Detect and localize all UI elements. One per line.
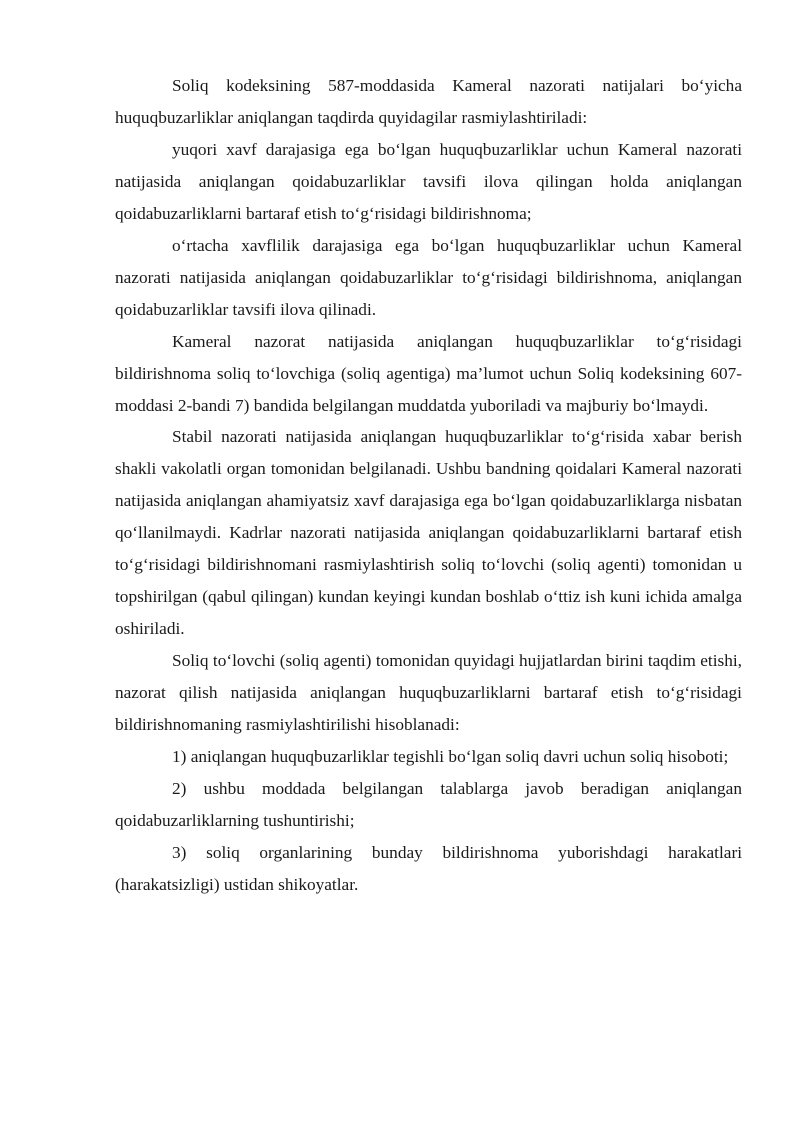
list-item-1: 1) aniqlangan huquqbuzarliklar tegishli bo‘lgan soliq davri uchun soliq hisoboti; xyxy=(172,747,729,767)
paragraph-medium-risk: o‘rtacha xavflilik darajasiga ega bo‘lgan huquqbuzarliklar uchun Kameral nazorati natijasida aniqlangan qoidabuzarliklar to‘g‘risidagi bildirishnoma, aniqlangan qoidabuzarliklar tavsifi ilova qilinadi. xyxy=(115,235,742,319)
paragraph-intro: Soliq kodeksining 587-moddasida Kameral nazorati natijalari bo‘yicha huquqbuzarliklar aniqlangan taqdirda quyidagilar rasmiylashtiriladi: xyxy=(115,76,742,127)
paragraph-notification: Kameral nazorat natijasida aniqlangan huquqbuzarliklar to‘g‘risidagi bildirishnoma soliq to‘lovchiga (soliq agentiga) ma’lumot uchun Soliq kodeksining 607-moddasi 2-bandi 7) bandida belgilangan muddatda yuboriladi va majburiy bo‘lmaydi. xyxy=(115,331,742,415)
paragraph-stable-control: Stabil nazorati natijasida aniqlangan huquqbuzarliklar to‘g‘risida xabar berish shakli vakolatli organ tomonidan belgilanadi. Ushbu bandning qoidalari Kameral nazorati natijasida aniqlangan ahamiyatsiz xavf darajasiga ega bo‘lgan qoidabuzarliklarga nisbatan qo‘llanilmaydi. Kadrlar nazorati natijasida aniqlangan qoidabuzarliklarni bartaraf etish to‘g‘risidagi bildirishnomani rasmiylashtirish soliq to‘lovchi (soliq agenti) tomonidan u topshirilgan (qabul qilingan) kundan keyingi kundan boshlab o‘ttiz ish kuni ichida amalga oshiriladi. xyxy=(115,427,742,639)
document-page xyxy=(115,70,742,901)
paragraph-documents: Soliq to‘lovchi (soliq agenti) tomonidan quyidagi hujjatlardan birini taqdim etishi, nazorat qilish natijasida aniqlangan huquqbuzarliklarni bartaraf etish to‘g‘risidagi bildirishnomaning rasmiylashtirilishi hisoblanadi: xyxy=(115,651,742,735)
list-item-3: 3) soliq organlarining bunday bildirishnoma yuborishdagi harakatlari (harakatsizligi) ustidan shikoyatlar. xyxy=(115,842,742,894)
paragraph-high-risk: yuqori xavf darajasiga ega bo‘lgan huquqbuzarliklar uchun Kameral nazorati natijasida aniqlangan qoidabuzarliklar tavsifi ilova qilingan holda aniqlangan qoidabuzarliklarni bartaraf etish to‘g‘risidagi bildirishnoma; xyxy=(115,139,742,223)
list-item-2: 2) ushbu moddada belgilangan talablarga javob beradigan aniqlangan qoidabuzarliklarning tushuntirishi; xyxy=(115,778,742,830)
